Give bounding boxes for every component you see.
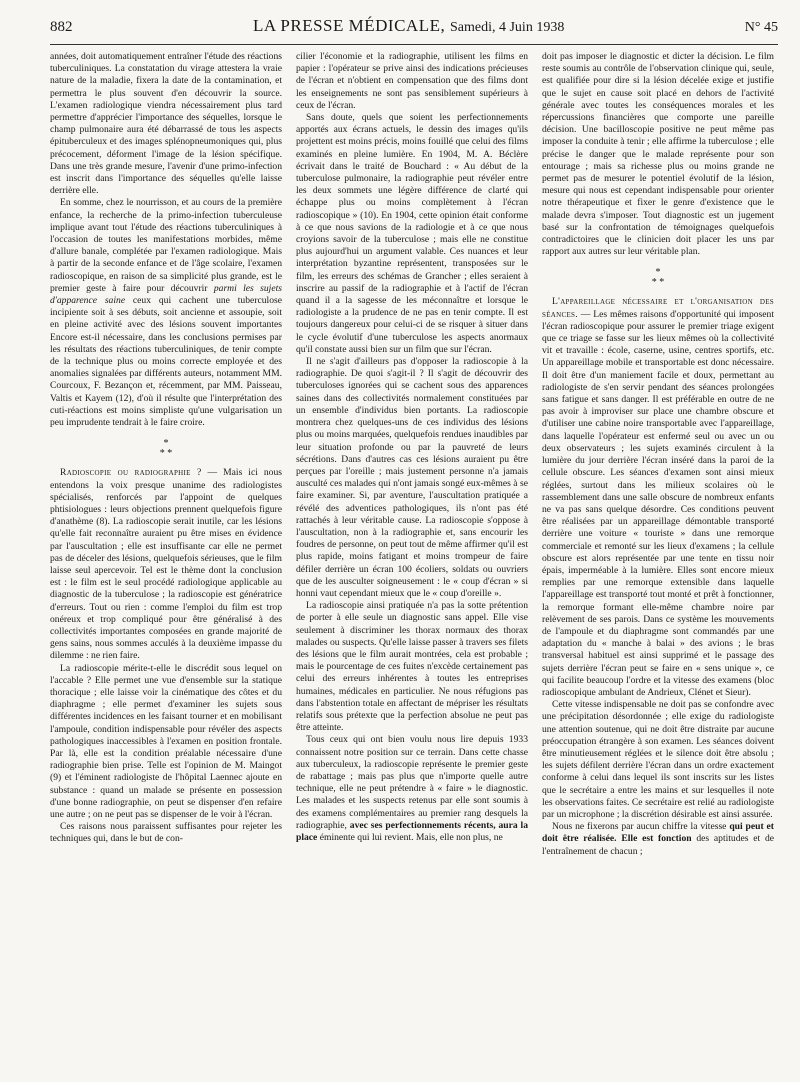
separator-star: * bbox=[163, 438, 169, 450]
section-heading: Radioscopie ou radiographie ? bbox=[60, 467, 202, 479]
paragraph bbox=[542, 296, 774, 699]
section-separator bbox=[542, 268, 774, 288]
issue-date: Samedi, 4 Juin 1938 bbox=[449, 20, 565, 35]
section-separator bbox=[50, 439, 282, 459]
paragraph: années, doit automatiquement entraîner l'étude des réactions tuberculiniques. La constatation du virage attestera la vraie nature de la maladie, fixera la date de la contamination, et permettra le plus souvent d'en découvrir la source. L'examen radiologique viendra nécessairement plus tard permettre d'apprécier l'importance des séquelles, lorsque le champ pulmonaire aura été débarrassé de tous les aspects épituberculeux et des images splénopneumoniques qui, plus précocement, déforment l'image de la lésion spécifique. Dans une très grande mesure, l'avenir d'une primo-infection est inscrit dans l'importance des séquelles qu'elle laisse derrière elle. bbox=[50, 51, 282, 197]
paragraph: La radioscopie ainsi pratiquée n'a pas la sotte prétention de porter à elle seule un diagnostic sans appel. Elle vise seulement à discriminer les thorax normaux des thorax malades ou suspects. Qu'elle laisse passer à travers ses filets des lésions que le film aurait montrées, cela est probable ; mais le pourcentage de ces fuites n'excède certainement pas celui des erreurs inhérentes à toutes les entreprises humaines, médicales en particulier. Ne nous réfugions pas dans l'abstention totale en affectant de mépriser les résultats relatifs sous prétexte que la perfection absolue ne peut pas être atteinte. bbox=[296, 600, 528, 734]
paragraph: Il ne s'agit d'ailleurs pas d'opposer la radioscopie à la radiographie. De quoi s'agit-il ? Il s'agit de découvrir des tuberculoses ignorées qui se cachent sous des apparences saines dans des collectivités normalement constituées par un ensemble d'individus bien portants. La radioscopie montrera chez quelques-uns de ces individus des lésions plus ou moins marquées, quelquefois rendues inaudibles par leur situation profonde ou par la pauvreté de leurs sécrétions. Dans d'autres cas ces lésions auraient pu être perçues par l'oreille ; mais justement personne n'a jamais ausculté ces malades qui n'ont jamais songé eux-mêmes à se faire examiner. Si, par aventure, l'auscultation pratiquée a révélé des adventices pathologiques, ils n'ont pas été rattachés à leur véritable cause. La radioscopie s'oppose à l'auscultation, non à la radiographie et, sans encourir les foudres de personne, on peut tout de même affirmer qu'il est plus rapide, moins fatigant et moins trompeur de faire défiler derrière un écran 100 écoliers, soldats ou ouvriers que de les ausculter soigneusement : le « coup d'écran » si honni vaut cependant mieux que le « coup d'oreille ». bbox=[296, 356, 528, 599]
header-rule bbox=[50, 44, 778, 45]
paragraph: doit pas imposer le diagnostic et dicter la décision. Le film reste soumis au contrôle de l'observation clinique qui, seule, est qualifiée pour dire si la lésion décelée exige et justifie que le sujet en cause soit placé en dehors de l'activité générale avec toutes les conséquences morales et les répercussions financières que comporte une pareille décision. Une bacilloscopie positive ne peut même pas imposer la conduite à tenir ; elle affirme la tuberculose ; elle précise le danger que le malade représente pour son entourage ; mais sa richesse plus ou moins grande ne permet pas de mesurer le potentiel évolutif de la lésion, mesure qui nous est cependant indispensable pour orienter notre thérapeutique et fixer le genre d'existence que le malade devra s'imposer. Tout diagnostic est un jugement basé sur la confrontation de témoignages quelquefois contradictoires que le clinicien doit placer les uns par rapport aux autres sur leur véritable plan. bbox=[542, 51, 774, 258]
paragraph bbox=[50, 467, 282, 662]
section-heading: L'appareillage nécessaire et l'organisation des séances. bbox=[542, 296, 774, 320]
issue-number: N° 45 bbox=[744, 20, 778, 35]
journal-title: LA PRESSE MÉDICALE, bbox=[252, 16, 446, 35]
text-run: En somme, chez le nourrisson, et au cours de la première enfance, la recherche de la primo-infection tuberculeuse implique avant tout l'étude des réactions tuberculiniques à l'occasion de toutes les manifestations morbides, même d'allure banale, complétée par l'examen radiologique. Mais à partir de la seconde enfance et de l'âge scolaire, l'examen radioscopique, en raison de sa simplicité plus grande, est le premier geste à faire pour découvrir bbox=[50, 197, 282, 294]
text-run: Tous ceux qui ont bien voulu nous lire depuis 1933 connaissent notre position sur ce terrain. Dans cette chasse aux tuberculeux, la radioscopie représente le premier geste de rabattage ; mais pas plus que n'importe quelle autre technique, elle ne peut prétendre à « faire » le diagnostic. Les malades et les suspects retenus par elle sont soumis à des examens complémentaires au premier rang desquels la radiographie, bbox=[296, 734, 528, 831]
text-run: éminente qui lui revient. Mais, elle non plus, ne bbox=[317, 832, 503, 843]
column-3 bbox=[542, 51, 774, 1073]
bold-text: avec ses perfectionnements récents, aura la place bbox=[296, 819, 528, 843]
text-run: — Mais ici nous entendons la voix presque unanime des radiologistes spécialisés, renforcés par l'appoint de quelques phtisiologues : leurs objections prennent quelquefois figure d'anathème (8). La radioscopie serait inutile, car les lésions qu'elle fait reconnaître auraient pu être mises en évidence par l'auscultation ; elle est insuffisante car elle ne permet pas de déceler des lésions, quelquefois sérieuses, que le film laisse seul apercevoir. Tel est le thème dont la conclusion est : le film est le seul procédé radiologique applicable au diagnostic de la tuberculose ; la radioscopie est génératrice d'erreurs. Tout ou rien : comme l'emploi du film est trop onéreux et trop compliqué pour être généralisé à des collectivités importantes composées en grande majorité de gens sains, nous sommes acculés à la deuxième impasse du dilemme : ne rien faire. bbox=[50, 467, 282, 662]
separator-star: * bbox=[655, 267, 661, 279]
text-run: ceux qui cachent une tuberculose incipiente soit à ses débuts, soit ancienne et assoupie, soit en pleine activité avec des lésions souvent importantes Encore est-il nécessaire, dans les conclusions permises par les résultats des réactions tuberculiniques, de tenir compte de la technique plus ou moins correcte employée et des anomalies signalées par différents auteurs, notamment MM. Courcoux, F. Bezançon et, récemment, par MM. Paisseau, Valtis et Kayem (12), d'où il résulte que l'interprétation des cuti-réactions est moins simpliste qu'une vulgarisation un peu imprudente tendrait à le faire croire. bbox=[50, 295, 282, 429]
paragraph: cilier l'économie et la radiographie, utilisent les films en papier : l'opérateur se prive ainsi des indications précieuses de l'écran et n'obtient en compensation que des films dont les enseignements ne sont pas sensiblement supérieurs à ceux de l'écran. bbox=[296, 51, 528, 111]
paragraph: La radioscopie mérite-t-elle le discrédit sous lequel on l'accable ? Elle permet une vue d'ensemble sur la statique thoracique ; elle laisse voir la cinématique des côtes et du diaphragme ; elle permet d'examiner les sujets sous différentes incidences en les faisant tourner et en mobilisant l'ampoule, condition indispensable pour révéler des aspects pathologiques inaccessibles à l'examen en position frontale. Par là, elle est la condition préalable nécessaire d'une radiographie bien prise. Telle est l'opinion de M. Maingot (9) et l'éminent radiologiste de l'hôpital Laennec ajoute en substance : quand un malade se présente en possession d'une bonne radiographie, on peut se dispenser d'en refaire une autre ; on ne peut pas se dispenser de le voir à l'écran. bbox=[50, 662, 282, 820]
column-2 bbox=[296, 51, 528, 1073]
paragraph bbox=[50, 197, 282, 429]
text-columns bbox=[50, 51, 778, 1073]
text-run: des aptitudes et de l'entraînement de chacun ; bbox=[542, 833, 774, 857]
paragraph: Ces raisons nous paraissent suffisantes pour rejeter les techniques qui, dans le but de con- bbox=[50, 821, 282, 845]
page-header bbox=[50, 16, 778, 40]
bold-text: qui peut et doit être réalisée. Elle est fonction bbox=[542, 821, 774, 845]
text-run: — Les mêmes raisons d'opportunité qui imposent l'écran radioscopique pour assurer le premier triage exigent que ce triage se fasse sur les lieux mêmes où la collectivité vit et travaille : école, caserne, usine, centres sportifs, etc. Un appareillage mobile et transportable est donc nécessaire. Il doit être d'un maniement facile et doux, permettant au radiologiste de s'en servir pendant des séances prolongées sans fatigue et sans danger. Il est préférable en outre de ne pas avoir à improviser sur place une chambre obscure et d'utiliser une cabine noire transportable avec l'appareillage, dans laquelle l'opérateur est enfermé seul ou avec un ou deux observateurs ; les sujets examinés circulent à la lumière du jour derrière l'écran inséré dans la paroi de la cellule obscure. Les séances d'examen sont ainsi mieux réglées, surtout dans les milieux scolaires où le rassemblement dans une salle obscure de nombreux enfants ne va pas sans quelque désordre. Ces conditions peuvent être réalisées par un appareillage démontable transporté derrière une voiture « touriste » dans une remorque commerciale et remonté sur les lieux d'examens ; la cellule obscure est alors représentée par une tente en tissu noir épais, imperméable à la lumière. Elles sont encore mieux remplies par une remorque extensible dans laquelle l'appareillage est transporté tout monté et prêt à fonctionner, la remorque formant elle-même chambre noire par relèvement de ses parois. Dans ce système les mouvements de l'ampoule et du diaphragme sont commandés par une adaptation du « manche à balai » des avions ; le bras transversal habituel est ainsi supprimé et le passage des sujets derrière l'écran peut se faire en « sens unique », ce qui facilite beaucoup l'ordre et la vitesse des examens (bloc radioscopique ambulant de Andrieux, Clénet et Sieur). bbox=[542, 308, 774, 698]
journal-title-line bbox=[253, 16, 564, 36]
paragraph bbox=[296, 734, 528, 844]
paragraph: Sans doute, quels que soient les perfectionnements apportés aux écrans actuels, le dessin des images qu'ils projettent est moins précis, moins fouillé que celui des films examinés en pleine lumière. En 1904, M. A. Béclère écrivait dans le traité de Bouchard : « Au début de la tuberculose pulmonaire, la radiographie peut révéler entre les deux sommets une légère différence de clarté qui échappe plus ou moins complètement à l'écran radioscopique » (10). En 1904, cette opinion était conforme à ce que nous savions de la radiologie et à ce que nous croyions savoir de la tuberculose ; mais elle ne constitue plus aujourd'hui un argument valable. Ces nuances et leur interprétation byzantine représentent, transposées sur le film, les erreurs des schémas de Grancher ; elles seraient à inscrire au passif de la radiographie et à l'actif de l'écran quand il a la sagesse de les méconnaître et lorsque le radiologiste a la prudence de ne pas en tenir compte. Il est toujours dangereux pour celui-ci de se risquer à situer dans le cycle évolutif d'une tuberculose les aspects anormaux qu'il constate aussi bien sur un film que sur l'écran. bbox=[296, 112, 528, 355]
separator-stars: * * bbox=[651, 277, 665, 289]
separator-stars: * * bbox=[159, 448, 173, 460]
page-number: 882 bbox=[50, 19, 73, 35]
text-run: Nous ne fixerons par aucun chiffre la vitesse bbox=[552, 821, 730, 833]
emphasis: parmi les sujets d'apparence saine bbox=[50, 282, 282, 307]
paragraph: Cette vitesse indispensable ne doit pas se confondre avec une précipitation désordonnée ; elle exige du radiologiste une attention soutenue, qui ne doit être distraite par aucune préoccupation étrangère à son examen. Les séances doivent être minutieusement réglées et le silence doit être absolu ; les sujets défilent derrière l'écran dans un ordre exactement conforme à celui dans lequel ils sont inscrits sur les listes que le secrétaire a entre les mains et sur lesquelles il note les observations faites. Ce secrétaire est relié au radiologiste par un microphone ; la discrétion désirable est ainsi assurée. bbox=[542, 699, 774, 820]
column-1 bbox=[50, 51, 282, 1073]
paragraph bbox=[542, 821, 774, 858]
